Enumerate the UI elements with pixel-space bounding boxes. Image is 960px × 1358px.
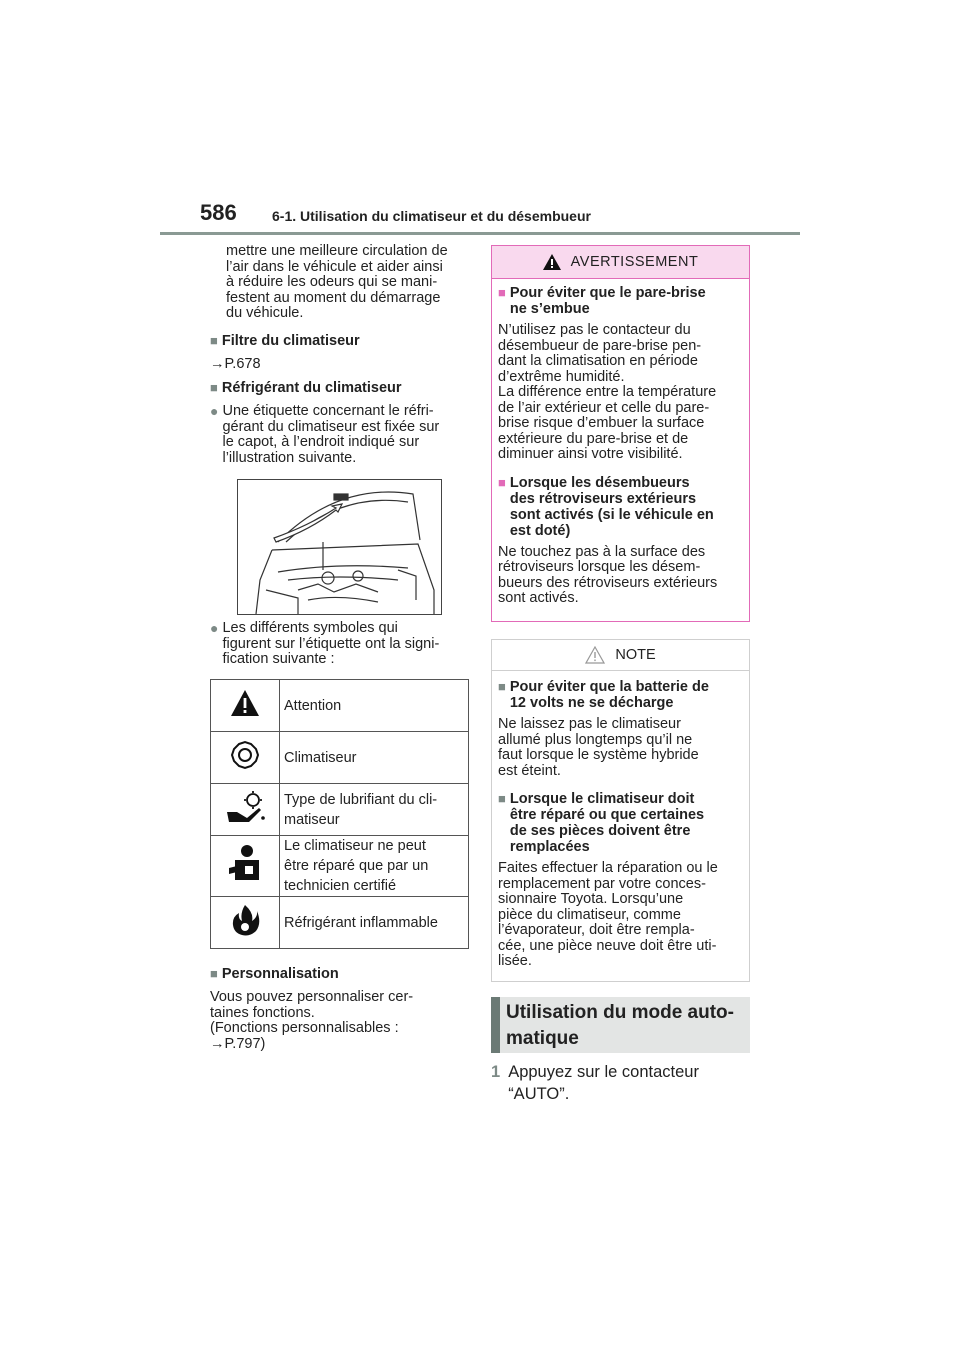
- symbol-label: Type de lubrifiant du cli- matiseur: [280, 784, 469, 836]
- square-bullet-icon: ■: [498, 791, 506, 806]
- flammable-icon: [211, 897, 280, 949]
- refrigerant-heading: ■ Réfrigérant du climatiseur: [210, 380, 402, 396]
- warning-paragraph-2: Ne touchez pas à la surface des rétroviseurs lorsque les désem- bueurs des rétroviseurs extérieurs sont activés.: [498, 543, 718, 606]
- square-bullet-icon: ■: [210, 333, 218, 348]
- page-number: 586: [200, 200, 237, 225]
- circle-bullet-icon: ●: [210, 620, 219, 636]
- note-paragraph-1: Ne laissez pas le climatiseur allumé plus longtemps qu’il ne faut lorsque le système hybride est éteint.: [498, 716, 699, 779]
- caution-outline-icon: [585, 646, 605, 664]
- square-bullet-icon: ■: [498, 474, 506, 490]
- filter-reference[interactable]: →P.678: [210, 356, 261, 372]
- symbol-label: Le climatiseur ne peut être réparé que par un technicien certifié: [280, 836, 469, 897]
- intro-line: du véhicule.: [226, 305, 304, 321]
- warning-box: [491, 245, 750, 622]
- circle-bullet-icon: ●: [210, 403, 219, 419]
- square-bullet-icon: ■: [210, 380, 218, 395]
- step-number: 1: [491, 1063, 501, 1081]
- warning-header: AVERTISSEMENT: [492, 246, 749, 279]
- table-row: [211, 784, 469, 836]
- car-hood-open-icon: [238, 480, 441, 614]
- square-bullet-icon: ■: [210, 966, 218, 981]
- step-line: “AUTO”.: [508, 1085, 570, 1103]
- note-heading-2: ■ Lorsque le climatiseur doit être réparé ou que certaines de ses pièces doivent être remplacées: [498, 791, 705, 855]
- square-bullet-icon: ■: [498, 285, 506, 300]
- intro-line: festent au moment du démarrage: [226, 289, 441, 306]
- snowflake-icon: [211, 732, 280, 784]
- step-line: Appuyez sur le contacteur: [508, 1063, 699, 1081]
- step-1: [491, 1061, 699, 1105]
- chapter-title: 6-1. Utilisation du climatiseur et du désembueur: [272, 208, 591, 224]
- note-header: NOTE: [492, 640, 749, 671]
- intro-line: l’air dans le véhicule et aider ainsi: [226, 258, 443, 275]
- warning-triangle-icon: [211, 680, 280, 732]
- intro-paragraph: [226, 244, 471, 322]
- symbol-label: Réfrigérant inflammable: [280, 897, 469, 949]
- note-paragraph-2: Faites effectuer la réparation ou le remplacement par votre conces- sionnaire Toyota. Lorsqu’une pièce du climatiseur, comme l’évaporateur, doit être rempla- cée, une pièce neuve doit être uti- lisée.: [498, 860, 718, 969]
- warning-heading-2: ■ Lorsque les désembueurs des rétroviseurs extérieurs sont activés (si le véhicule en est doté): [498, 474, 714, 539]
- hood-label-illustration: [237, 479, 442, 615]
- section-title: Utilisation du mode auto- matique: [491, 997, 750, 1053]
- bullet-label-location: ● Une étiquette concernant le réfri- gérant du climatiseur est fixée sur le capot, à l’endroit indiqué sur l’illustration suivante.: [210, 403, 440, 466]
- header-rule: [160, 232, 800, 235]
- custom-reference[interactable]: →P.797): [210, 1035, 266, 1052]
- note-heading-1: ■ Pour éviter que la batterie de 12 volts ne se décharge: [498, 679, 709, 711]
- technician-icon: [211, 836, 280, 897]
- table-row: [211, 897, 469, 949]
- intro-line: à réduire les odeurs qui se mani-: [226, 274, 438, 290]
- symbol-label: Attention: [280, 680, 469, 732]
- bullet-symbols-meaning: ● Les différents symboles qui figurent sur l’étiquette ont la signi- fication suivante :: [210, 620, 440, 667]
- custom-paragraph: Vous pouvez personnaliser cer- taines fonctions. (Fonctions personnalisables : →P.797): [210, 990, 470, 1052]
- warning-heading-1: ■ Pour éviter que le pare-brise ne s’embue: [498, 285, 706, 317]
- oilcan-icon: [211, 784, 280, 836]
- table-row: [211, 732, 469, 784]
- warning-triangle-icon: [543, 254, 561, 270]
- custom-heading: ■ Personnalisation: [210, 966, 339, 982]
- intro-line: mettre une meilleure circulation de: [226, 243, 448, 259]
- square-bullet-icon: ■: [498, 679, 506, 694]
- filter-heading: ■ Filtre du climatiseur: [210, 333, 360, 349]
- note-box: [491, 639, 750, 982]
- warning-paragraph-1: N’utilisez pas le contacteur du désembueur de pare-brise pen- dant la climatisation en période d’extrême humidité. La différence entre la température de l’air extérieur et celle du pare- brise risque d’embuer la surface extérieure du pare-brise et de diminuer ainsi votre visibilité.: [498, 322, 717, 462]
- symbols-table: [210, 679, 469, 949]
- table-row: [211, 680, 469, 732]
- table-row: [211, 836, 469, 897]
- symbol-label: Climatiseur: [280, 732, 469, 784]
